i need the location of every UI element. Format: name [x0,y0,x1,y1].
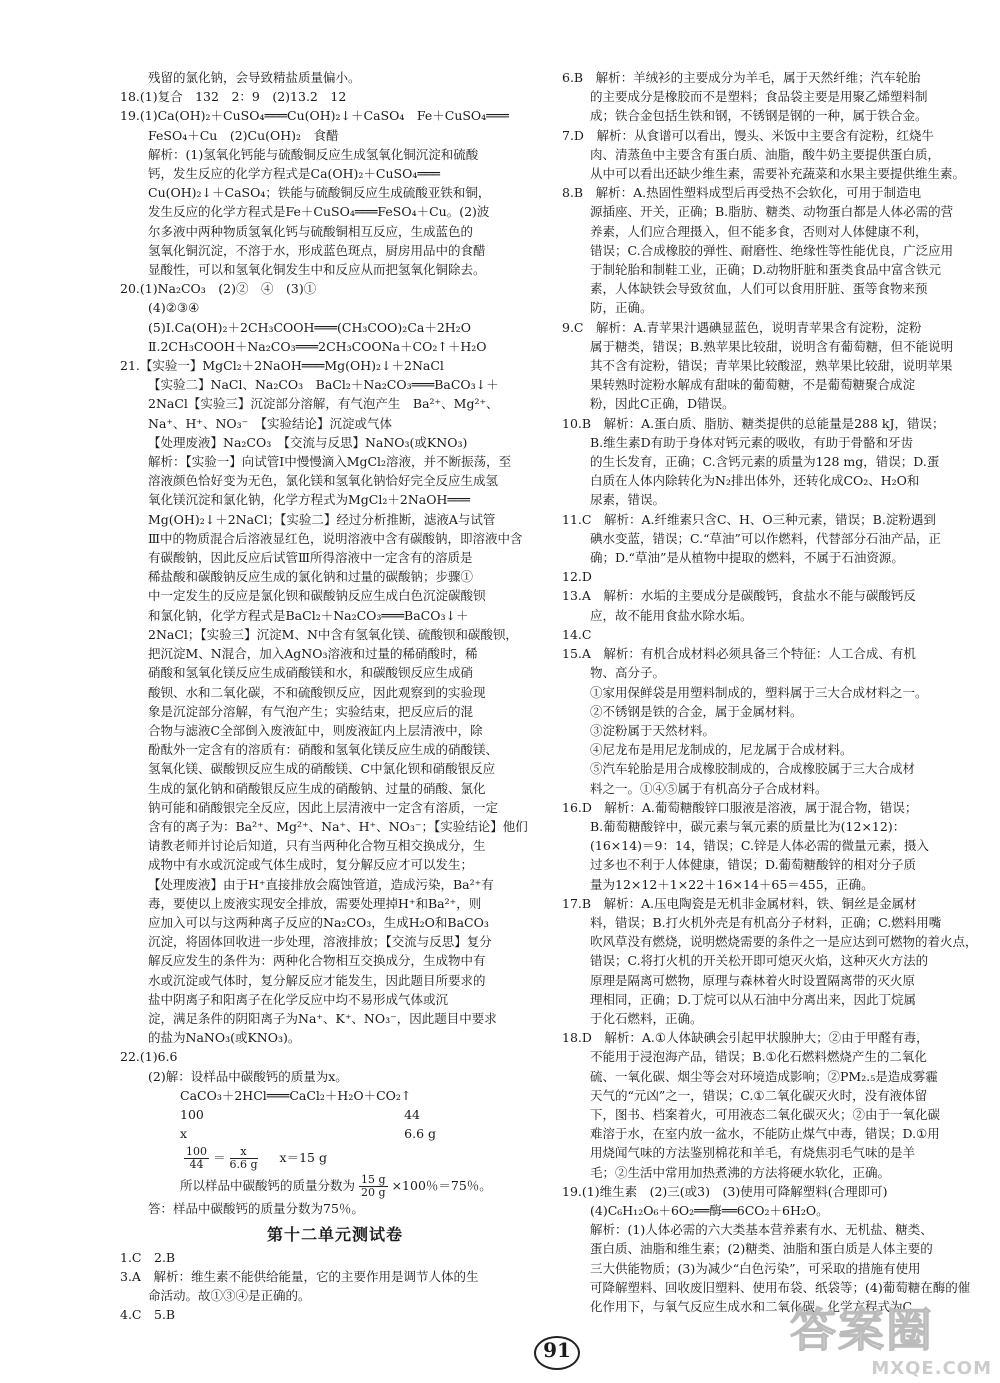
text-line: 下，图书、档案着火，可用液态二氧化碳灭火；②由于一氧化碳 [590,1106,941,1122]
text-line: 蛋白质、油脂和维生素；(2)糖类、油脂和蛋白质是人体主要的 [590,1241,933,1257]
text-line: 素，人体缺铁会导致贫血，人们可以食用肝脏、蛋等食物来预 [590,281,928,297]
text-line: 15.A 解析：有机合成材料必须具备三个特征：人工合成、有机 [562,646,916,662]
text-line: 错误；C.将打火机的开关松开即可熄灭火焰，这种灭火方法的 [590,953,929,969]
text-line: 19.(1)维生素 (2)三(或3) (3)使用可降解塑料(合理即可) [562,1183,888,1199]
percentage-line: 所以样品中碳酸钙的质量分数为 $\frac{15 g}{20 g}$ ×100％＝75％。 [180,1173,492,1200]
text-line: 21.【实验一】MgCl₂＋2NaOH═══Mg(OH)₂↓＋2NaCl [120,358,444,374]
text-line: 9.C 解析：A.青苹果汁遇碘显蓝色，说明青苹果含有淀粉，淀粉 [562,319,922,335]
text-line: 沉淀，将固体回收进一步处理，溶液排放；【交流与反思】复分 [148,934,492,950]
molar-mass-co2: 44 [404,1106,420,1122]
text-line: 水或沉淀或气体时，复分解反应才能发生，因此题目所要求的 [148,972,486,988]
text-line: 12.D [562,569,592,585]
text-line: 22.(1)6.6 [120,1049,178,1065]
text-line: 过多也不利于人体健康，错误；D.葡萄糖酸锌的相对分子质 [590,857,917,873]
text-line: Na⁺、H⁺、NO₃⁻ 【实验结论】沉淀或气体 [148,415,393,431]
text-line: 料，错误；B.打火机外壳是有机高分子材料，正确；C.燃料用嘴 [590,914,942,930]
text-line: 的主要成分是橡胶而不是塑料；食品袋主要是用聚乙烯塑料制 [590,89,928,105]
text-line: 原理是隔离可燃物，原理与森林着火时设置隔离带的灭火原 [590,972,916,988]
text-line: 氢氧化铜沉淀，不溶于水，形成蓝色斑点，厨房用品中的食醋 [148,242,486,258]
text-line: 料之一。①④⑤属于有机高分子合成材料。 [590,780,828,796]
text-line: 物、高分子。 [590,665,666,681]
left-lines [120,68,550,1086]
value-row [180,1124,480,1143]
text-line: 钙，发生反应的化学方程式是Ca(OH)₂＋CuSO₄═══ [148,166,440,182]
text-line: 7.D 解析：从食谱可以看出，馒头、米饭中主要含有淀粉，红烧牛 [562,127,934,143]
text-line: 其不含有淀粉，错误；青苹果比较酸涩，熟苹果比较甜，说明苹果 [590,358,953,374]
text-line: (2)解：设样品中碳酸钙的质量为x。 [148,1068,348,1084]
text-line: 肉、清蒸鱼中主要含有蛋白质、油脂，酸牛奶主要提供蛋白质， [590,146,941,162]
text-line: 防，正确。 [590,300,653,316]
text-line: 4.C 5.B [120,1307,176,1323]
left-tail [120,1248,550,1325]
text-line: 于化石燃料，正确。 [590,1010,703,1026]
text-line: ③淀粉属于天然材料。 [590,722,716,738]
text-line: 16.D 解析：A.葡萄糖酸锌口服液是溶液，属于混合物，错误； [562,799,918,815]
text-line: Cu(OH)₂↓＋CaSO₄；铁能与硫酸铜反应生成硫酸亚铁和铜， [148,185,491,201]
text-line: 用烧闻气味的方法鉴别棉花和羊毛，有烧焦羽毛气味的是羊 [590,1145,916,1161]
text-line: 粉，因此C正确，D错误。 [590,396,735,412]
text-line: 生成的氯化钠和硝酸银反应生成的硝酸钠、过量的硝酸、氯化 [148,780,486,796]
text-line: B.维生素D有助于身体对钙元素的吸收，有助于骨骼和牙齿 [590,434,914,450]
text-line: 显酸性，可以和氢氧化铜发生中和反应从而把氢氧化铜除去。 [148,262,486,278]
text-line: 于制轮胎和制鞋工业，正确；D.动物肝脏和蛋类食品中富含铁元 [590,262,942,278]
text-line: 尔多液中两种物质氢氧化钙与硫酸铜相互反应，生成蓝色的 [148,223,474,239]
text-line: 从中可以看出还缺少维生素，需要补充蔬菜和水果主要提供维生素。 [590,166,966,182]
molar-mass-caco3: 100 [180,1106,204,1122]
text-line: 吹风草没有燃烧，说明燃烧需要的条件之一是应达到可燃物的着火点， [590,934,978,950]
text-line: 白质在人体内除转化为N₂排出体外，还转化成CO₂、H₂O和 [590,473,920,489]
text-line: 源插座、开关，正确；B.脂肪、糖类、动物蛋白都是人体必需的营 [590,204,954,220]
text-line: Ⅱ.2CH₃COOH＋Na₂CO₃═══2CH₃COONa＋CO₂↑＋H₂O [148,338,487,354]
text-line: 解析：(1)人体必需的六大类基本营养素有水、无机盐、糖类、 [590,1222,933,1238]
text-line: 钠可能和硝酸银完全反应，因此上层清液中一定含有溶质，一定 [148,799,499,815]
text-line: 2NaCl【实验三】沉淀部分溶解，有气泡产生 Ba²⁺、Mg²⁺、 [148,396,499,412]
text-line: 有碳酸钠，因此反应后试管Ⅲ所得溶液中一定含有的溶质是 [148,550,473,566]
proportion-row: $\frac{100}{44}$ ＝ $\frac{x}{6.6 g}$ x＝15 g [186,1145,327,1172]
text-line: Mg(OH)₂↓＋2NaCl；【实验二】经过分析推断，滤液A与试管 [148,511,496,527]
text-line: 中一定发生的反应是氯化钡和碳酸钠反应生成白色沉淀碳酸钡 [148,588,486,604]
fraction-left: $\frac{100}{44}$ [186,1145,207,1172]
text-line: 碘水变蓝，错误；C.“草油”可以作燃料，代替部分石油产品，正 [590,530,941,546]
text-line: B.葡萄糖酸锌中，碳元素与氧元素的质量比为(12×12)： [590,818,906,834]
section-title: 第十二单元测试卷 [266,1224,403,1244]
text-line: 含有的离子为：Ba²⁺、Mg²⁺、Na⁺、H⁺、NO₃⁻；【实验结论】他们 [148,818,528,834]
text-line: 【处理废液】Na₂CO₃ 【交流与反思】NaNO₃(或KNO₃) [148,434,468,450]
text-line: ①家用保鲜袋是用塑料制成的，塑料属于三大合成材料之一。 [590,684,928,700]
text-line: 应，故不能用食盐水除水垢。 [590,607,753,623]
text-line: 8.B 解析：A.热固性塑料成型后再受热不会软化，可用于制造电 [562,185,922,201]
text-line: 解反应发生的条件为：两种化合物相互交换成分，生成物中有 [148,953,486,969]
text-line: 成物中有水或沉淀或气体生成时，复分解反应才可以发生； [148,857,474,873]
text-line: 理相同，正确；D.丁烷可以从石油中分离出来，因此丁烷属 [590,991,917,1007]
text-line: 天气的“元凶”之一，错误；C.①二氧化碳灭火时，没有液体留 [590,1087,928,1103]
text-line: 合物与滤液C全部倒入废液缸中，则废液缸内上层清液中，除 [148,722,483,738]
text-line: FeSO₄＋Cu (2)Cu(OH)₂ 食醋 [148,127,339,143]
text-line: 3.A 解析：维生素不能供给能量，它的主要作用是调节人体的生 [120,1268,479,1284]
text-line: 果转熟时淀粉水解成有甜味的葡萄糖，不是葡萄糖聚合成淀 [590,377,916,393]
text-line: 13.A 解析：水垢的主要成分是碳酸钙，食盐水不能与碳酸钙反 [562,588,916,604]
fraction-right: $\frac{x}{6.6 g}$ [229,1145,258,1172]
text-line: 18.(1)复合 132 2：9 (2)13.2 12 [120,89,347,105]
text-line: 的生长发育，正确；C.含钙元素的质量为128 mg，错误；D.蛋 [590,454,940,470]
page-number: 91 [534,1330,580,1370]
text-line: ⑤汽车轮胎是用合成橡胶制成的，合成橡胶属于三大合成材 [590,761,916,777]
text-line: (5)Ⅰ.Ca(OH)₂＋2CH₃COOH═══(CH₃COO)₂Ca＋2H₂O [148,319,471,335]
text-line: 把沉淀M、N混合，加入AgNO₃溶液和过量的稀硝酸时，稀 [148,646,478,662]
text-line: 硝酸和氢氧化镁反应生成硝酸镁和水，和碳酸钡反应生成硝 [148,665,474,681]
text-line: 象是沉淀部分溶解，有气泡产生；实验结束，把反应后的混 [148,703,474,719]
text-line: 酚酞外一定含有的溶质有：硝酸和氢氧化镁反应生成的硝酸镁、 [148,742,499,758]
text-line: 溶液颜色恰好变为无色，氯化镁和氢氧化钠恰好完全反应生成氢 [148,473,499,489]
co2-mass: 6.6 g [404,1126,436,1142]
text-line: 和氯化钠，化学方程式是BaCl₂＋Na₂CO₃═══BaCO₃↓＋ [148,607,469,623]
text-line: 17.B 解析：A.压电陶瓷是无机非金属材料，铁、铜丝是金属材 [562,895,917,911]
text-line: 确；D.“草油”是从植物中提取的燃料，不属于石油资源。 [590,550,904,566]
equation: CaCO₃＋2HCl═══CaCl₂＋H₂O＋CO₂↑ [180,1087,412,1103]
calculation-block [120,1086,550,1200]
text-line: 稀盐酸和碳酸钠反应生成的氯化钠和过量的碳酸钠；步骤① [148,569,474,585]
text-line: 氢氧化镁、碳酸钡反应生成的硝酸镁、C中氯化钡和硝酸银反应 [148,761,496,777]
text-line: 发生反应的化学方程式是Fe＋CuSO₄═══FeSO₄＋Cu。(2)波 [148,204,490,220]
text-line: 硫、一氧化碳、烟尘等会对环境造成影响；②PM₂.₅是造成雾霾 [590,1068,938,1084]
right-column [562,68,1000,1316]
text-line: 解析：(1)氢氧化钙能与硫酸铜反应生成氢氧化铜沉淀和硫酸 [148,146,479,162]
text-line: 14.C [562,626,592,642]
text-line: 应加入可以与这两种离子反应的Na₂CO₃，生成H₂O和BaCO₃ [148,914,489,930]
text-line: (4)②③④ [148,300,200,316]
text-line: 解析：【实验一】向试管Ⅰ中慢慢滴入MgCl₂溶液，并不断振荡，至 [148,454,512,470]
text-line: (4)C₆H₁₂O₆＋6O₂══酶══6CO₂＋6H₂O。 [590,1202,829,1218]
text-line: 属于糖类，错误；B.熟苹果比较甜，说明含有葡萄糖，但不能说明 [590,338,954,354]
text-line: 1.C 2.B [120,1249,176,1265]
text-line: 成；铁合金包括生铁和钢，不锈钢是钢的一种，属于铁合金。 [590,108,928,124]
text-line: 19.(1)Ca(OH)₂＋CuSO₄═══Cu(OH)₂↓＋CaSO₄ Fe＋CuSO₄═══ [120,108,509,124]
text-line: 氧化镁沉淀和氯化钠，化学方程式为MgCl₂＋2NaOH═══ [148,492,470,508]
text-line: 量为12×12＋1×22＋16×14＋65＝455，正确。 [590,876,874,892]
text-line: 化作用下，与氧气反应生成水和二氧化碳，化学方程式为C [590,1299,913,1314]
unknown-x: x [180,1126,188,1142]
text-line: Ⅲ中的物质混合后溶液显红色，说明溶液中含有碳酸钠，即溶液中含 [148,530,523,546]
text-line: 残留的氯化钠，会导致精盐质量偏小。 [148,70,361,85]
text-line: 不能用于浸泡海产品，错误；B.①化石燃料燃烧产生的二氧化 [590,1049,927,1065]
watermark-logo: 答案圈 MXQE.COM [790,1303,992,1379]
text-line: 18.D 解析：A.①人体缺碘会引起甲状腺肿大；②由于甲醛有毒， [562,1030,929,1046]
text-line: 10.B 解析：A.蛋白质、脂肪、糖类提供的总能量是288 kJ，错误； [562,415,945,431]
text-line: ④尼龙布是用尼龙制成的，尼龙属于合成材料。 [590,742,853,758]
text-line: ②不锈钢是铁的合金，属于金属材料。 [590,703,803,719]
text-line: 可降解塑料、回收废旧塑料、使用布袋、纸袋等；(4)葡萄糖在酶的催 [590,1279,971,1295]
text-line: 养素，人们应合理摄入，但不能多食，否则对人体健康不利， [590,223,928,239]
text-line: 酸钡、水和二氧化碳，不和硫酸钡反应，因此观察到的实验现 [148,684,486,700]
text-line: 毛；②生活中常用加热煮沸的方法将硬水软化，正确。 [590,1164,891,1180]
text-line: 2NaCl；【实验三】沉淀M、N中含有氢氧化镁、硫酸钡和碳酸钡， [148,626,518,642]
text-line: 盐中阴离子和阳离子在化学反应中均不易形成气体或沉 [148,991,449,1007]
text-line: 的盐为NaNO₃(或KNO₃)。 [148,1030,301,1046]
text-line: 20.(1)Na₂CO₃ (2)② ④ (3)① [120,281,317,297]
text-line: (16×14)＝9：14，错误；C.锌是人体必需的微量元素，摄入 [590,838,929,854]
text-line: 尿素，错误。 [590,492,666,508]
answer-line: 答：样品中碳酸钙的质量分数为75％。 [148,1201,364,1217]
text-line: 11.C 解析：A.纤维素只含C、H、O三种元素，错误；B.淀粉遇到 [562,511,936,527]
text-line: 命活动。故①③④是正确的。 [148,1288,311,1304]
text-line: 请教老师并讨论后知道，只有当两种化合物互相交换成分，生 [148,838,486,854]
text-line: 三大供能物质；(3)为减少“白色污染”，可采取的措施有使用 [590,1260,921,1276]
text-line: 错误；C.合成橡胶的弹性、耐磨性、绝缘性等性能优良，广泛应用 [590,242,954,258]
fraction-pct: $\frac{15 g}{20 g}$ [361,1173,386,1200]
text-line: 毒，要使以上废液实现安全排放，需要处理掉H⁺和Ba²⁺，则 [148,895,482,911]
result: x＝15 g [279,1150,327,1166]
right-lines [562,68,1000,1316]
text-line: 【处理废液】由于H⁺直接排放会腐蚀管道，造成污染，Ba²⁺有 [148,876,494,892]
text-line: 6.B 解析：羊绒衫的主要成分为羊毛，属于天然纤维；汽车轮胎 [562,70,921,85]
text-line: 难溶于水，在室内放一盆水，不能防止煤气中毒，错误；D.①用 [590,1126,940,1142]
mass-row [180,1105,480,1124]
left-column [120,68,550,1325]
text-line: 【实验二】NaCl、Na₂CO₃ BaCl₂＋Na₂CO₃═══BaCO₃↓＋ [148,377,499,393]
text-line: 淀，满足条件的阴阳离子为Na⁺、K⁺、NO₃⁻，因此题目中要求 [148,1010,497,1026]
